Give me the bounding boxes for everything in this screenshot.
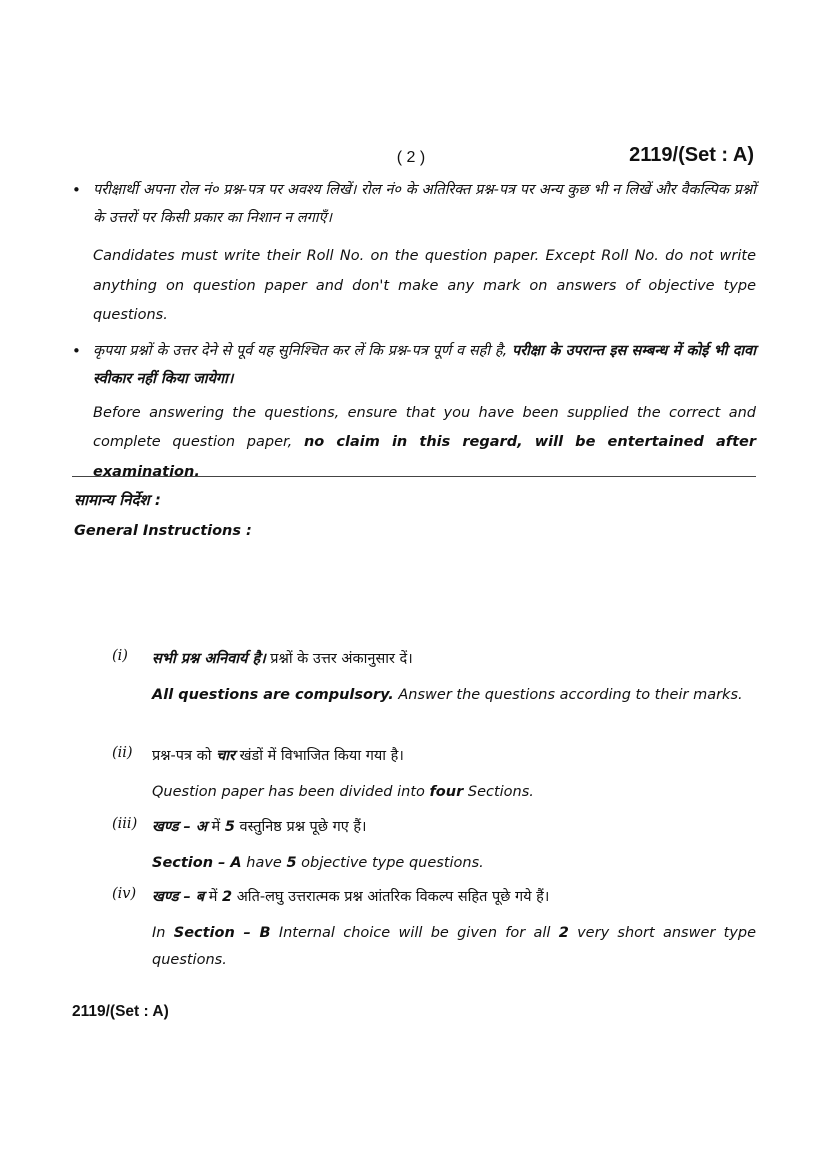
notice-body <box>93 337 756 488</box>
instruction-hindi-bold: खण्ड – अ <box>152 819 207 835</box>
instruction-number: (i) <box>112 648 128 664</box>
instruction-body <box>152 648 756 709</box>
instruction-english <box>152 682 756 709</box>
instruction-item <box>112 648 756 709</box>
page-number-text: ( 2 ) <box>396 149 426 166</box>
instruction-hindi-bold: 5 <box>224 819 235 835</box>
paper-code-footer: 2119/(Set : A) <box>72 1003 169 1020</box>
notice-hindi <box>93 337 756 393</box>
instruction-hindi-text: में <box>206 819 225 835</box>
general-instructions-hindi-heading: सामान्य निर्देश : <box>74 491 161 509</box>
paper-code-header: 2119/(Set : A) <box>629 144 754 166</box>
instruction-english-bold: 5 <box>286 855 297 871</box>
instruction-english-bold: Section – B <box>173 925 271 941</box>
instruction-english-text: Internal choice will be given for all <box>270 925 559 941</box>
instruction-hindi-text: वस्तुनिष्ठ प्रश्न पूछे गए हैं। <box>234 819 367 835</box>
instruction-hindi <box>152 816 756 838</box>
instruction-hindi-bold: खण्ड – ब <box>152 889 205 905</box>
candidate-notices <box>72 176 756 487</box>
instruction-english-text: Answer the questions according to their marks. <box>393 687 743 703</box>
instruction-item <box>112 886 756 974</box>
instruction-hindi <box>152 648 756 670</box>
instruction-english-text: objective type questions. <box>296 855 484 871</box>
notice-english <box>93 399 756 488</box>
instruction-hindi-text: खंडों में विभाजित किया गया है। <box>235 748 404 764</box>
notice-hindi-bold: परीक्षा के उपरान्त इस सम्बन्ध में कोई भी दावा स्वीकार नहीं किया जायेगा। <box>93 342 756 387</box>
notice-roll-number <box>72 176 756 331</box>
instruction-hindi-text: प्रश्न-पत्र को <box>152 748 217 764</box>
instruction-number: (iii) <box>112 816 138 832</box>
notice-english: Candidates must write their Roll No. on the question paper. Except Roll No. do not write anything on question paper and don't make any mark on answers of objective type questions. <box>93 248 756 323</box>
instruction-hindi <box>152 886 756 908</box>
instruction-body <box>152 886 756 974</box>
instruction-english-text: Sections. <box>463 784 534 800</box>
notice-hindi-text: कृपया प्रश्नों के उत्तर देने से पूर्व यह सुनिश्चित कर लें कि प्रश्न-पत्र पूर्ण व सही है, <box>93 342 512 359</box>
instruction-hindi-text: प्रश्नों के उत्तर अंकानुसार दें। <box>265 651 413 667</box>
instruction-hindi-bold: सभी प्रश्न अनिवार्य है। <box>152 651 266 667</box>
instruction-hindi-text: में <box>204 889 223 905</box>
instruction-english-bold: four <box>429 784 464 800</box>
bullet-icon: • <box>72 341 81 360</box>
notice-body <box>93 176 756 331</box>
instruction-number: (ii) <box>112 745 133 761</box>
general-instructions-heading: General Instructions : <box>74 523 252 539</box>
instruction-english-bold: Section – A <box>152 855 242 871</box>
instruction-hindi-bold: चार <box>216 748 235 764</box>
instruction-body <box>152 816 756 877</box>
instruction-item <box>112 816 756 877</box>
instruction-hindi <box>152 745 756 767</box>
instruction-english <box>152 850 756 877</box>
instruction-english-bold: 2 <box>558 925 569 941</box>
notice-verify-paper <box>72 337 756 488</box>
instruction-number: (iv) <box>112 886 137 902</box>
notice-english-text: Before answering the questions, ensure that you have been supplied the correct and complete question paper, <box>93 404 756 450</box>
notice-hindi: परीक्षार्थी अपना रोल नं० प्रश्न-पत्र पर अवश्य लिखें। रोल नं० के अतिरिक्त प्रश्न-पत्र पर अन्य कुछ भी न लिखें और वैकल्पिक प्रश्नों के उत्तरों पर किसी प्रकार का निशान न लगाएँ। <box>93 182 756 226</box>
instruction-english-bold: All questions are compulsory. <box>152 687 394 703</box>
instruction-body <box>152 745 756 806</box>
instruction-english <box>152 779 756 806</box>
instruction-hindi-bold: 2 <box>222 889 233 905</box>
instruction-english-text: very short answer type questions. <box>152 925 757 968</box>
instruction-item <box>112 745 756 806</box>
divider <box>72 476 756 477</box>
instruction-hindi-text: अति-लघु उत्तरात्मक प्रश्न आंतरिक विकल्प सहित पूछे गये हैं। <box>232 889 550 905</box>
bullet-icon: • <box>72 181 81 199</box>
instruction-english-text: have <box>241 855 287 871</box>
instruction-english-text: In <box>152 925 174 941</box>
instruction-english-text: Question paper has been divided into <box>152 784 430 800</box>
notice-english-bold: no claim in this regard, will be entertained after examination. <box>93 434 756 480</box>
instruction-english <box>152 920 756 974</box>
